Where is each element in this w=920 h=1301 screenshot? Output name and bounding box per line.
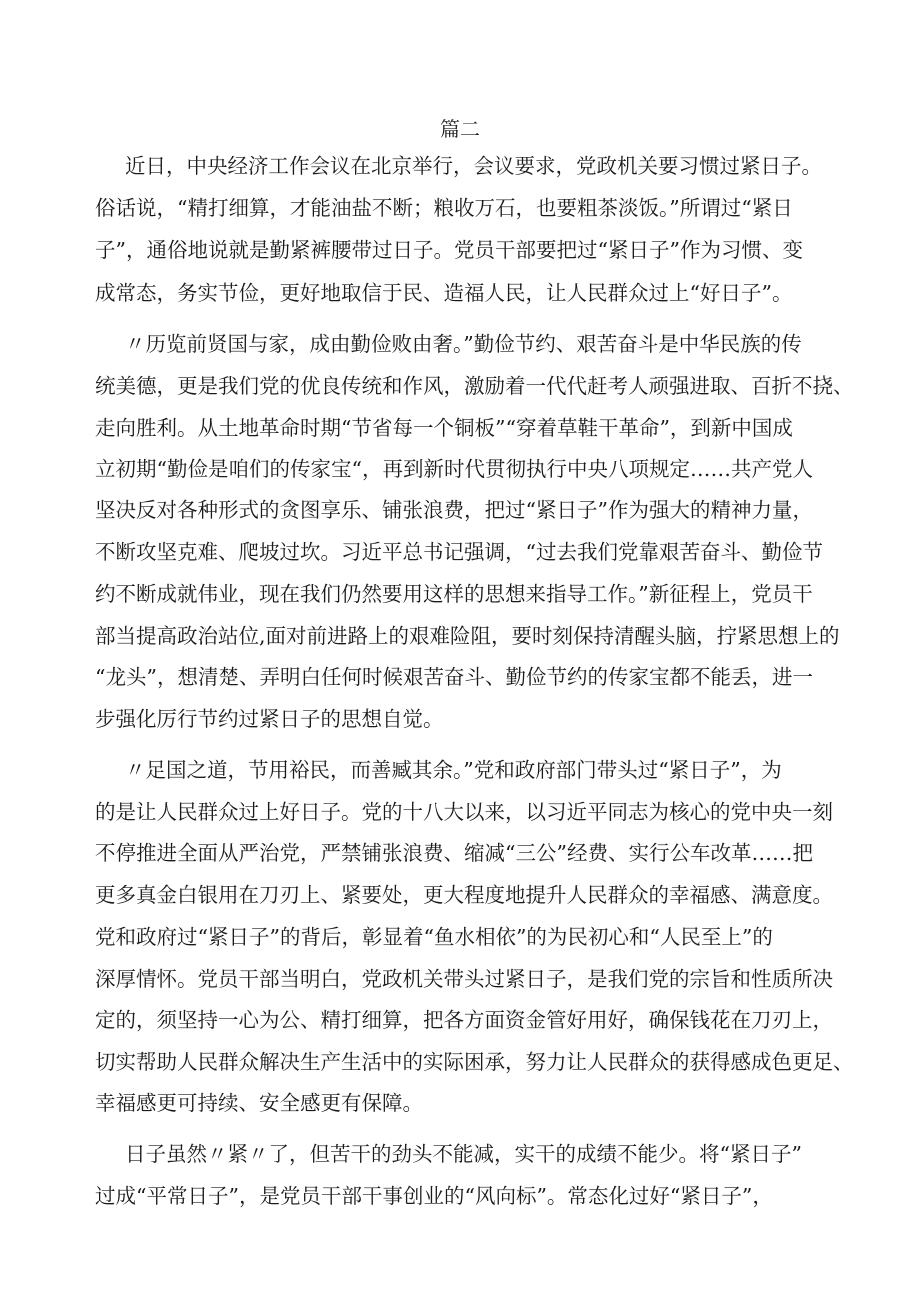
- document-title: 篇二: [440, 117, 480, 141]
- paragraph-line: 子”，通俗地说就是勤紧裤腰带过日子。党员干部要把过“紧日子”作为习惯、变: [95, 238, 803, 262]
- paragraph-line: 成常态，务实节俭，更好地取信于民、造福人民，让人民群众过上“好日子”。: [95, 281, 793, 305]
- paragraph-line: 党和政府过“紧日子”的背后，彰显着“鱼水相依”的为民初心和“人民至上”的: [95, 925, 773, 949]
- paragraph-line: 定的，须坚持一心为公、精打细算，把各方面资金管好用好，确保钱花在刀刃上，: [95, 1008, 833, 1032]
- paragraph-line: 过成“平常日子”，是党员干部干事创业的“风向标”。常态化过好“紧日子”，: [95, 1184, 773, 1208]
- paragraph-line: 切实帮助人民群众解决生产生活中的实际困承，努力让人民群众的获得感成色更足、: [95, 1050, 854, 1074]
- paragraph-line: 步强化厉行节约过紧日子的思想自觉。: [95, 707, 444, 731]
- paragraph-line: 俗话说，“精打细算，才能油盐不断；粮收万石，也要粗茶淡饭。”所谓过“紧日: [95, 196, 793, 220]
- paragraph-line: 〃足国之道，节用裕民，而善臧其余。”党和政府部门带头过“紧日子”，为: [125, 758, 782, 782]
- paragraph-line: 更多真金白银用在刀刃上、紧要处，更大程度地提升人民群众的幸福感、满意度。: [95, 883, 833, 907]
- paragraph-line: 幸福感更可持续、安全感更有保障。: [95, 1091, 423, 1115]
- paragraph-line: 坚决反对各种形式的贪图享乐、铺张浪费，把过“紧日子”作为强大的精神力量，: [95, 498, 813, 522]
- paragraph-line: 统美德，更是我们党的优良传统和作风，激励着一代代赶考人顽强进取、百折不挠、: [95, 374, 854, 398]
- paragraph-line: “龙头”，想清楚、弄明白任何时候艰苦奋斗、勤俭节约的传家宝都不能丢，进一: [95, 665, 813, 689]
- paragraph-line: 日子虽然〃紧〃了，但苦干的劲头不能减，实干的成绩不能少。将“紧日子”: [125, 1142, 802, 1166]
- paragraph-line: 〃历览前贤国与家，成由勤俭败由奢。”勤俭节约、艰苦奋斗是中华民族的传: [125, 332, 802, 356]
- paragraph-line: 的是让人民群众过上好日子。党的十八大以来，以习近平同志为核心的党中央一刻: [95, 800, 833, 824]
- paragraph-line: 立初期“勤俭是咱们的传家宝“，再到新时代贯彻执行中央八项规定……共产党人: [95, 457, 813, 481]
- paragraph-line: 不断攻坚克难、爬坡过坎。习近平总书记强调，“过去我们党靠艰苦奋斗、勤俭节: [95, 540, 823, 564]
- paragraph-line: 不停推进全面从严治党，严禁铺张浪费、缩减“三公”经费、实行公车改革……把: [95, 841, 813, 865]
- paragraph-line: 近日，中央经济工作会议在北京举行，会议要求，党政机关要习惯过紧日子。: [125, 154, 822, 178]
- paragraph-line: 走向胜利。从土地革命时期“节省每一个铜板”“穿着草鞋干革命”，到新中国成: [95, 416, 793, 440]
- paragraph-line: 约不断成就伟业，现在我们仍然要用这样的思想来指导工作。”新征程上，党员干: [95, 582, 813, 606]
- paragraph-line: 深厚情怀。党员干部当明白，党政机关带头过紧日子，是我们党的宗旨和性质所决: [95, 967, 833, 991]
- paragraph-line: 部当提高政治站位,面对前进路上的艰难险阻，要时刻保持清醒头脑，拧紧思想上的: [95, 624, 840, 648]
